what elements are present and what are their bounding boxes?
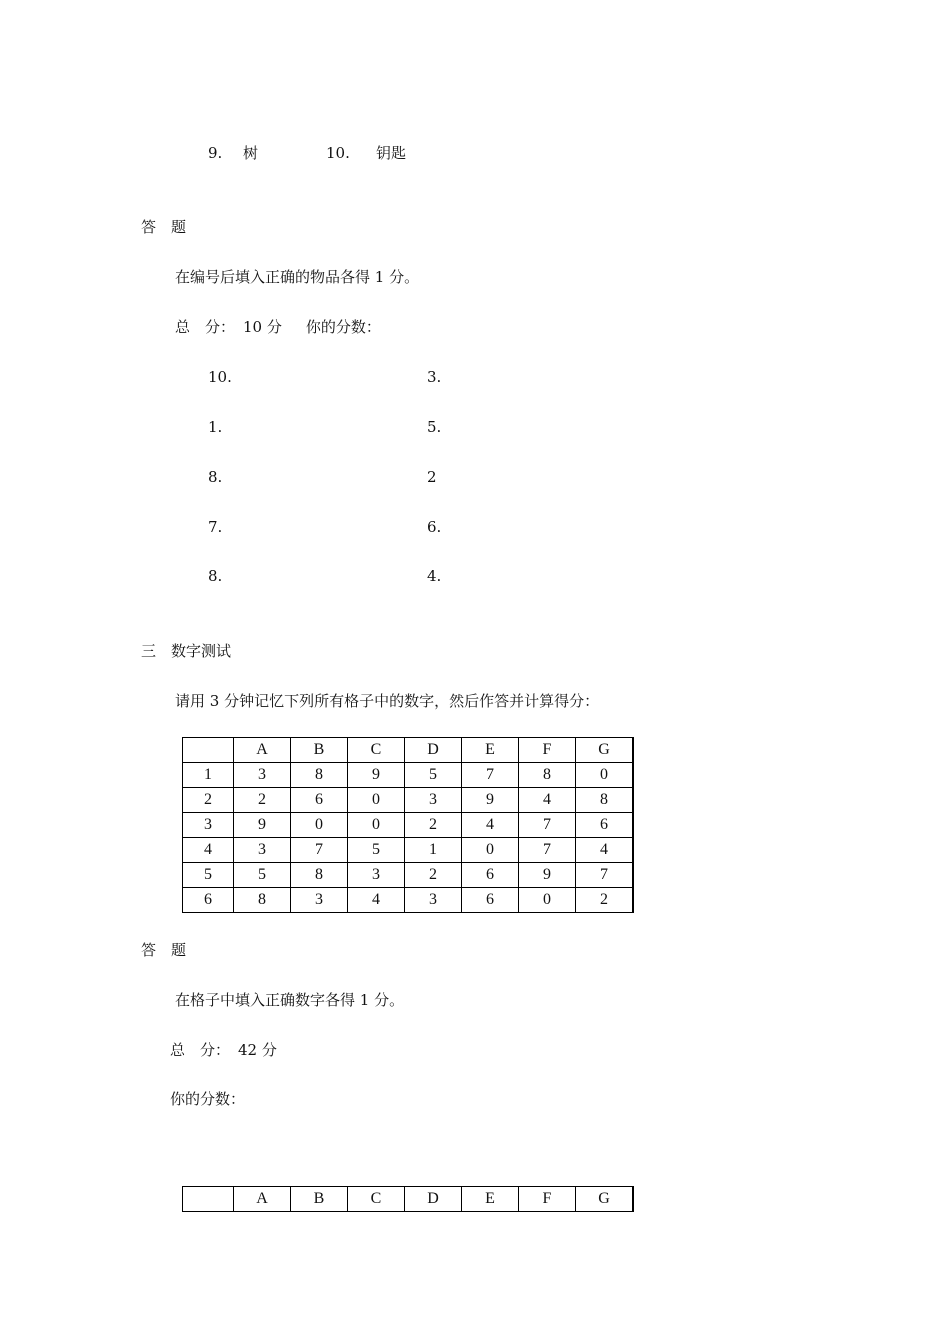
slot-right-4: 6. [427,518,442,536]
table-cell: 8 [291,863,348,888]
answer-header-d: D [405,1187,462,1212]
table-cell: 2 [405,813,462,838]
table-row [183,763,634,788]
table-cell: 5 [348,838,405,863]
slot-left-4: 7. [208,518,223,536]
table-cell: 6 [462,888,519,913]
answer-header-c: C [348,1187,405,1212]
row-label: 6 [183,888,234,913]
table-cell: 2 [576,888,634,913]
table-cell: 4 [348,888,405,913]
table-cell: 8 [576,788,634,813]
row-label: 1 [183,763,234,788]
your-score-label-2: 你的分数： [170,1090,246,1108]
table-cell: 4 [462,813,519,838]
memory-header-d: D [405,738,462,763]
answer-rule-1: 在编号后填入正确的物品各得 1 分。 [175,268,420,286]
table-cell: 0 [291,813,348,838]
answer-header-b: B [291,1187,348,1212]
table-cell: 7 [291,838,348,863]
row-label: 3 [183,813,234,838]
table-cell: 6 [576,813,634,838]
table-cell: 3 [405,888,462,913]
table-cell: 0 [348,788,405,813]
memory-header-e: E [462,738,519,763]
table-row [183,863,634,888]
answer-heading-1: 答 题 [141,218,187,236]
answer-header-a: A [234,1187,291,1212]
answer-table-header-row [183,1187,634,1212]
table-cell: 5 [405,763,462,788]
table-cell: 7 [519,838,576,863]
table-cell: 9 [519,863,576,888]
table-cell: 3 [348,863,405,888]
slot-right-3: 2 [427,468,437,486]
score-line-2 [170,1043,277,1058]
slot-left-3: 8. [208,468,223,486]
row-label: 2 [183,788,234,813]
table-cell: 5 [234,863,291,888]
total-value-1: 10 分 [243,318,282,336]
table-cell: 6 [291,788,348,813]
item-9-number: 9. [208,144,223,162]
item-9-label: 树 [243,144,259,162]
score-line-1 [175,320,381,335]
answer-header-f: F [519,1187,576,1212]
memory-header-c: C [348,738,405,763]
table-cell: 7 [519,813,576,838]
row-label: 5 [183,863,234,888]
memory-table-header-row [183,738,634,763]
table-cell: 3 [234,763,291,788]
answer-header-e: E [462,1187,519,1212]
answer-header-corner [183,1187,234,1212]
section-3-heading: 三 数字测试 [141,642,232,660]
table-cell: 8 [291,763,348,788]
slot-left-1: 10. [208,368,232,386]
total-label-1: 总 分： [175,318,236,336]
section-3-instruction: 请用 3 分钟记忆下列所有格子中的数字，然后作答并计算得分： [175,692,600,710]
table-cell: 3 [291,888,348,913]
table-row [183,888,634,913]
slot-right-2: 5. [427,418,442,436]
item-10-number: 10. [326,144,350,162]
row-label: 4 [183,838,234,863]
table-cell: 1 [405,838,462,863]
table-cell: 6 [462,863,519,888]
table-cell: 0 [348,813,405,838]
total-label-2: 总 分： [170,1041,231,1059]
memory-header-b: B [291,738,348,763]
slot-right-5: 4. [427,567,442,585]
answer-header-g: G [576,1187,634,1212]
table-cell: 2 [234,788,291,813]
total-value-2: 42 分 [238,1041,277,1059]
memory-header-f: F [519,738,576,763]
memory-table [182,737,634,913]
table-cell: 3 [234,838,291,863]
answer-table [182,1186,634,1212]
table-cell: 2 [405,863,462,888]
table-cell: 7 [462,763,519,788]
table-cell: 4 [576,838,634,863]
table-cell: 9 [234,813,291,838]
answer-rule-2: 在格子中填入正确数字各得 1 分。 [175,991,405,1009]
table-cell: 9 [462,788,519,813]
slot-left-5: 8. [208,567,223,585]
table-cell: 7 [576,863,634,888]
table-cell: 4 [519,788,576,813]
table-cell: 3 [405,788,462,813]
item-10-label: 钥匙 [376,144,407,162]
memory-header-corner [183,738,234,763]
table-cell: 0 [462,838,519,863]
slot-left-2: 1. [208,418,223,436]
table-row [183,813,634,838]
memory-header-a: A [234,738,291,763]
table-cell: 8 [519,763,576,788]
table-cell: 0 [519,888,576,913]
slot-right-1: 3. [427,368,442,386]
table-row [183,838,634,863]
table-cell: 0 [576,763,634,788]
table-cell: 9 [348,763,405,788]
answer-heading-2: 答 题 [141,941,187,959]
table-cell: 8 [234,888,291,913]
table-row [183,788,634,813]
memory-header-g: G [576,738,634,763]
your-score-label-1: 你的分数： [305,318,381,336]
